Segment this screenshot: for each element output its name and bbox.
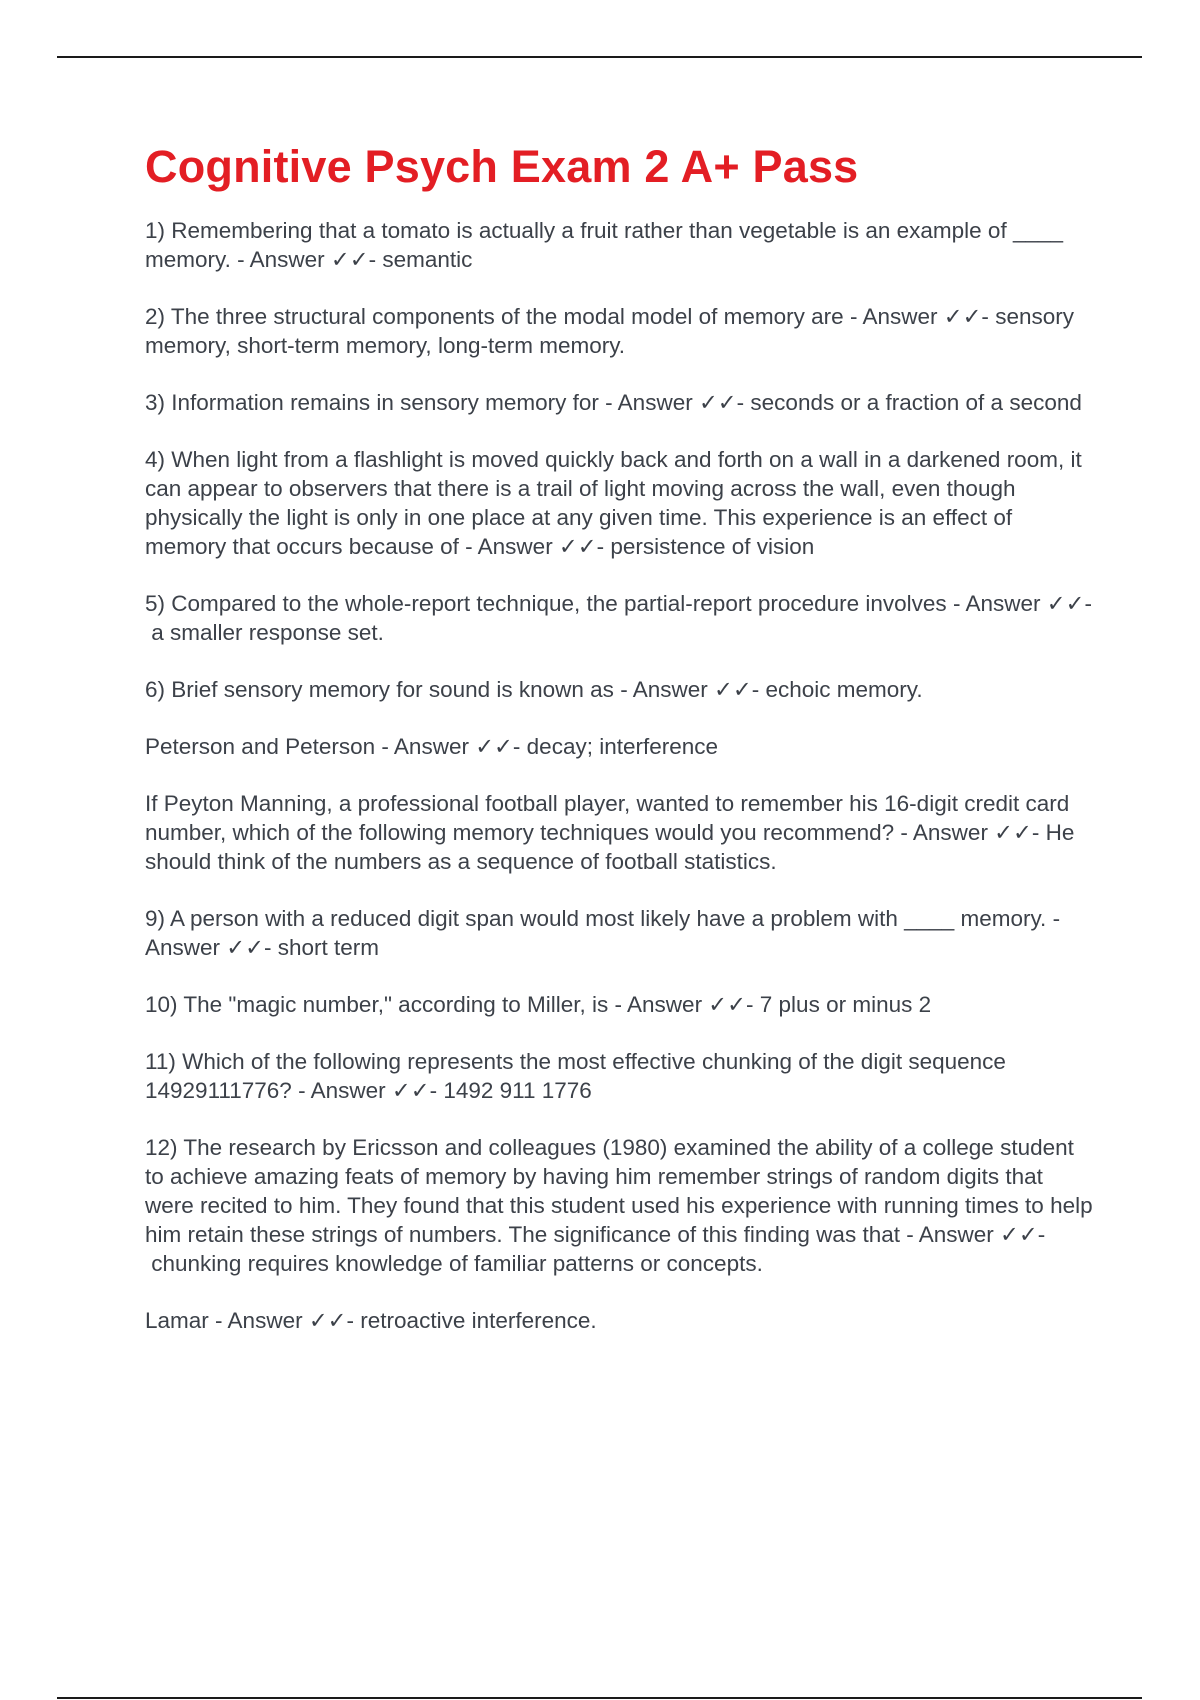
answer-marker: - Answer ✓✓-: [900, 820, 1040, 845]
question-text: 3) Information remains in sensory memory for: [145, 390, 599, 415]
answer-marker: - Answer ✓✓-: [906, 1222, 1046, 1247]
answer-text: 1492 911 1776: [443, 1078, 592, 1103]
answer-marker: - Answer ✓✓-: [215, 1308, 355, 1333]
answer-text: sensory memory, short-term memory, long-term memory.: [145, 304, 1074, 358]
answer-text: chunking requires knowledge of familiar patterns or concepts.: [151, 1251, 763, 1276]
qa-item: [145, 1133, 1095, 1278]
question-text: 1) Remembering that a tomato is actually a fruit rather than vegetable is an example of ____ memory.: [145, 218, 1064, 272]
answer-text: retroactive interference.: [360, 1308, 597, 1333]
answer-marker: - Answer ✓✓-: [849, 304, 989, 329]
qa-item: [145, 302, 1095, 360]
answer-text: 7 plus or minus 2: [759, 992, 932, 1017]
answer-text: a smaller response set.: [151, 620, 384, 645]
answer-text: echoic memory.: [765, 677, 923, 702]
qa-item: [145, 1306, 1095, 1335]
qa-item: [145, 216, 1095, 274]
document-title: Cognitive Psych Exam 2 A+ Pass: [145, 141, 859, 192]
answer-text: short term: [277, 935, 380, 960]
answer-text: seconds or a fraction of a second: [750, 390, 1082, 415]
qa-item: [145, 589, 1095, 647]
question-text: If Peyton Manning, a professional football player, wanted to remember his 16-digit credit card number, which of the following memory techniques would you recommend?: [145, 791, 1070, 845]
qa-item: [145, 388, 1095, 417]
question-text: 6) Brief sensory memory for sound is known as: [145, 677, 614, 702]
answer-marker: - Answer ✓✓-: [620, 677, 760, 702]
answer-marker: - Answer ✓✓-: [952, 591, 1092, 616]
qa-item: [145, 990, 1095, 1019]
answer-marker: - Answer ✓✓-: [605, 390, 745, 415]
question-text: 2) The three structural components of the modal model of memory are: [145, 304, 844, 329]
question-text: 4) When light from a flashlight is moved quickly back and forth on a wall in a darkened room, it can appear to observers that there is a trail of light moving across the wall, even though physically the light is only in one place at any given time. This experience is an effect of memory that occurs because of: [145, 447, 1082, 559]
footer-rule: [57, 1697, 1142, 1699]
answer-text: persistence of vision: [610, 534, 815, 559]
answer-text: He should think of the numbers as a sequence of football statistics.: [145, 820, 1075, 874]
question-text: Lamar: [145, 1308, 209, 1333]
question-text: 9) A person with a reduced digit span would most likely have a problem with ____ memory.: [145, 906, 1047, 931]
qa-item: [145, 789, 1095, 876]
answer-marker: - Answer ✓✓-: [298, 1078, 438, 1103]
qa-item: [145, 1047, 1095, 1105]
question-text: 10) The "magic number," according to Miller, is: [145, 992, 609, 1017]
question-text: 5) Compared to the whole-report technique, the partial-report procedure involves: [145, 591, 947, 616]
header-rule: [57, 56, 1142, 58]
question-text: Peterson and Peterson: [145, 734, 376, 759]
answer-marker: - Answer ✓✓-: [237, 247, 377, 272]
qa-list: [145, 216, 1095, 1335]
document-body: [145, 140, 1095, 1363]
answer-marker: - Answer ✓✓-: [614, 992, 754, 1017]
question-text: 12) The research by Ericsson and colleagues (1980) examined the ability of a college student to achieve amazing feats of memory by having him remember strings of random digits that were recited to him. They found that this student used his experience with running times to help him retain these strings of numbers. The significance of this finding was that: [145, 1135, 1093, 1247]
answer-marker: - Answer ✓✓-: [381, 734, 521, 759]
answer-marker: - Answer ✓✓-: [145, 906, 1061, 960]
answer-text: decay; interference: [526, 734, 719, 759]
qa-item: [145, 445, 1095, 561]
qa-item: [145, 904, 1095, 962]
qa-item: [145, 732, 1095, 761]
answer-text: semantic: [382, 247, 473, 272]
qa-item: [145, 675, 1095, 704]
answer-marker: - Answer ✓✓-: [465, 534, 605, 559]
question-text: 11) Which of the following represents the most effective chunking of the digit sequence 14929111776?: [145, 1049, 1006, 1103]
